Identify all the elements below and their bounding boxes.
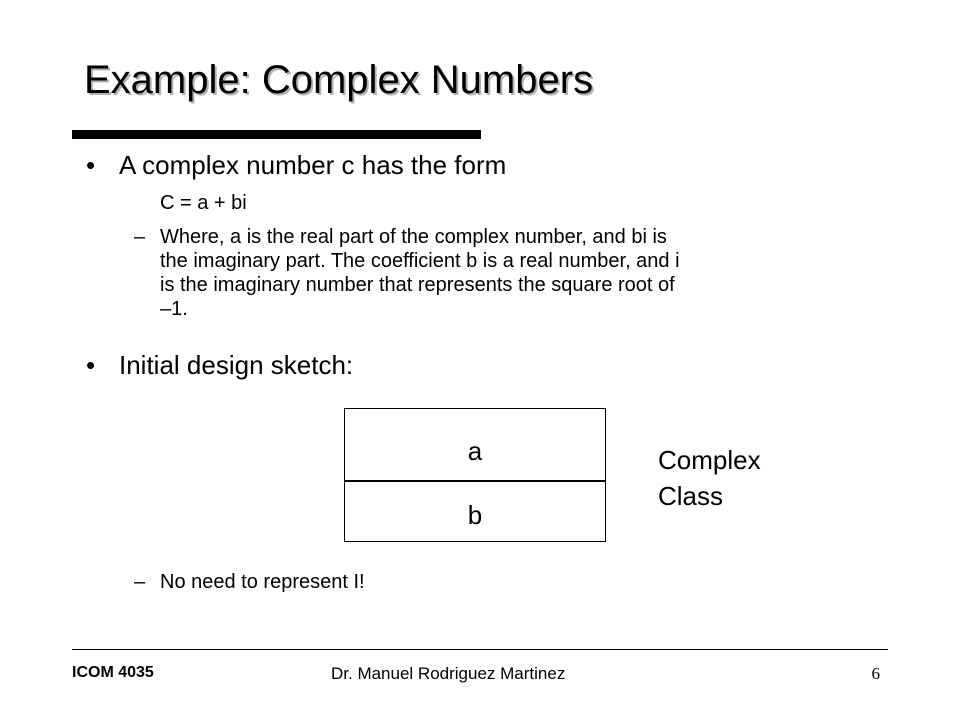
field-a: a bbox=[467, 436, 483, 466]
footer-author: Dr. Manuel Rodriguez Martinez bbox=[331, 664, 566, 683]
slide-title: Example: Complex Numbers bbox=[84, 58, 594, 102]
explanation-line: Where, a is the real part of the complex number, and bi is bbox=[160, 226, 667, 248]
title-underline bbox=[72, 130, 481, 139]
bullet-marker: • bbox=[86, 350, 96, 380]
bullet-marker: • bbox=[86, 150, 96, 180]
explanation-line: is the imaginary number that represents the square root of bbox=[160, 274, 675, 296]
class-diagram-box bbox=[344, 408, 606, 542]
class-label-line: Complex bbox=[658, 445, 761, 475]
explanation-line: the imaginary part. The coefficient b is a real number, and i bbox=[160, 250, 680, 272]
formula: C = a + bi bbox=[160, 192, 247, 214]
class-label-line: Class bbox=[658, 481, 724, 511]
sub-bullet-dash: – bbox=[134, 571, 146, 593]
sub-bullet-dash: – bbox=[134, 226, 146, 248]
class-diagram-label bbox=[658, 442, 761, 514]
field-b: b bbox=[467, 500, 483, 530]
explanation-paragraph bbox=[160, 225, 860, 321]
bullet-text: Initial design sketch: bbox=[119, 350, 354, 380]
page-number: 6 bbox=[871, 664, 880, 683]
footer-course: ICOM 4035 bbox=[72, 664, 154, 681]
note-text: No need to represent I! bbox=[160, 571, 365, 593]
footer-divider bbox=[72, 649, 888, 650]
field-divider bbox=[345, 480, 605, 482]
bullet-text: A complex number c has the form bbox=[119, 150, 507, 180]
explanation-line: –1. bbox=[160, 298, 188, 320]
